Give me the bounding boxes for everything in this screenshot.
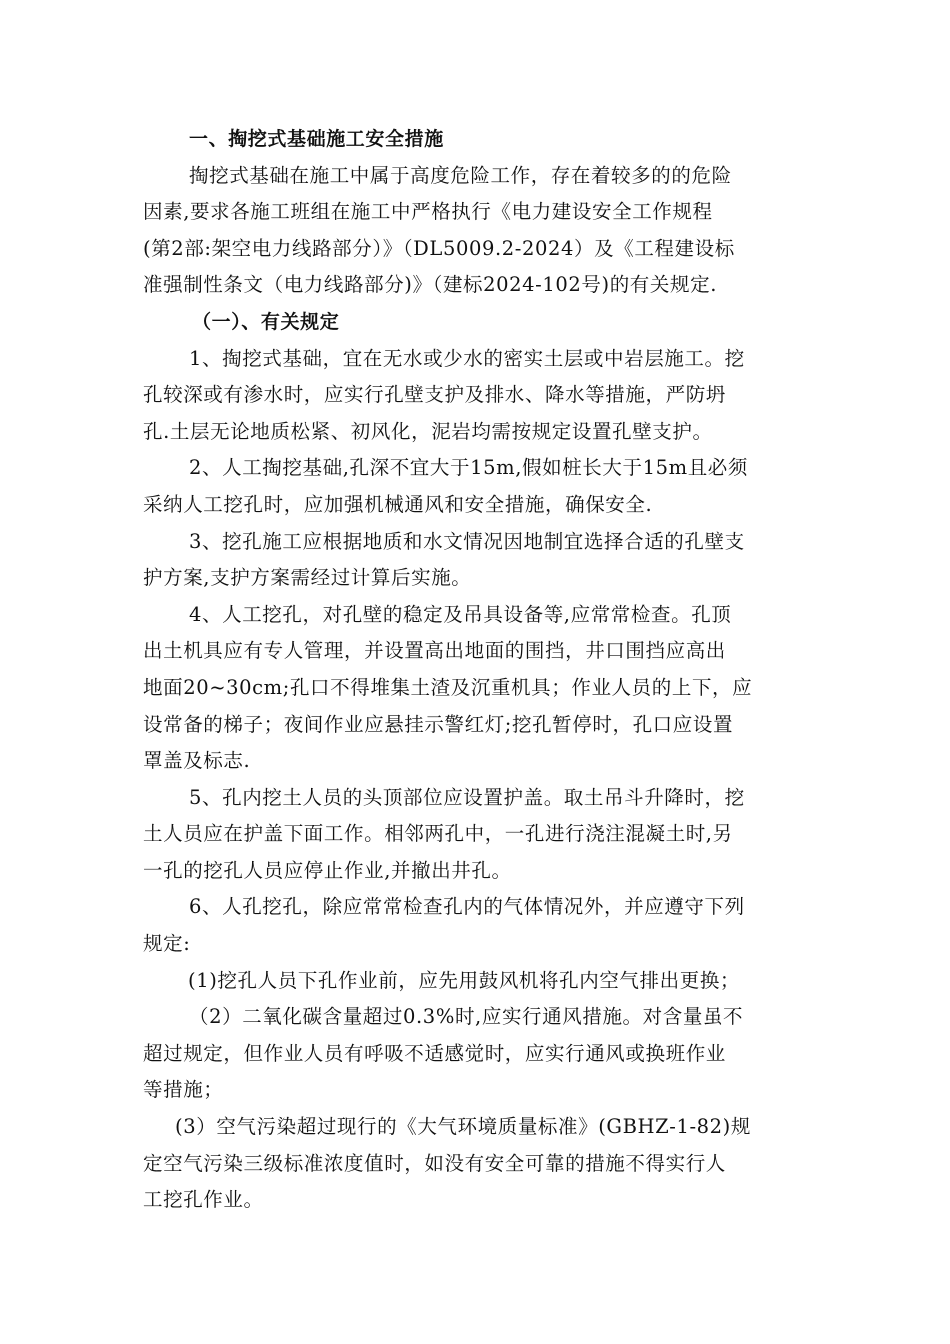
paragraph-line: (第2部:架空电力线路部分）》（DL5009.2-2024）及《工程建设标 (143, 236, 735, 260)
paragraph-line: 出土机具应有专人管理，并设置高出地面的围挡，井口围挡应高出 (143, 639, 726, 663)
paragraph-line: 土人员应在护盖下面工作。相邻两孔中，一孔进行浇注混凝土时,另 (143, 822, 733, 846)
section-title: 一、掏挖式基础施工安全措施 (189, 128, 444, 150)
paragraph-line: 4、人工挖孔，对孔壁的稳定及吊具设备等,应常常检查。孔顶 (189, 602, 732, 626)
rule-item-2 (143, 450, 811, 523)
paragraph-line: 设常备的梯子；夜间作业应悬挂示警红灯;挖孔暂停时，孔口应设置 (143, 712, 734, 736)
paragraph-line: 掏挖式基础在施工中属于高度危险工作，存在着较多的的危险 (189, 163, 732, 187)
paragraph-line: 超过规定，但作业人员有呼吸不适感觉时，应实行通风或换班作业 (143, 1041, 726, 1065)
paragraph-line: 采纳人工挖孔时，应加强机械通风和安全措施，确保安全. (143, 492, 653, 516)
paragraph-line: 孔.土层无论地质松紧、初风化，泥岩均需按规定设置孔壁支护。 (143, 419, 713, 443)
intro-paragraph (143, 158, 811, 304)
paragraph-line: 孔较深或有渗水时，应实行孔壁支护及排水、降水等措施，严防坍 (143, 383, 726, 407)
paragraph-line: 3、挖孔施工应根据地质和水文情况因地制宜选择合适的孔壁支 (189, 529, 745, 553)
paragraph-line: 规定: (143, 932, 191, 956)
paragraph-line: 工挖孔作业。 (143, 1188, 264, 1212)
paragraph-line: 1、掏挖式基础，宜在无水或少水的密实土层或中岩层施工。挖 (189, 346, 745, 370)
paragraph-line: 护方案,支护方案需经过计算后实施。 (143, 566, 472, 590)
paragraph-line: 准强制性条文（电力线路部分)》（建标2024-102号)的有关规定. (143, 273, 717, 297)
sub-rule-1 (143, 963, 811, 1000)
paragraph-line: 6、人孔挖孔，除应常常检查孔内的气体情况外，并应遵守下列 (189, 895, 745, 919)
document-body (143, 121, 811, 1219)
paragraph-line: 一孔的挖孔人员应停止作业,并撤出井孔。 (143, 858, 512, 882)
subsection-heading: （一）、有关规定 (192, 310, 340, 333)
paragraph-line: 因素,要求各施工班组在施工中严格执行《电力建设安全工作规程 (143, 200, 713, 224)
paragraph-line: 罩盖及标志. (143, 749, 251, 773)
paragraph-line: 5、孔内挖土人员的头顶部位应设置护盖。取土吊斗升降时，挖 (189, 785, 745, 809)
paragraph-line: （2）二氧化碳含量超过0.3%时,应实行通风措施。对含量虽不 (189, 1005, 744, 1029)
rule-item-6 (143, 889, 811, 962)
paragraph-line: 2、人工掏挖基础,孔深不宜大于15m,假如桩长大于15m且必须 (189, 456, 749, 480)
paragraph-line: 地面20~30cm;孔口不得堆集土渣及沉重机具；作业人员的上下，应 (143, 675, 753, 699)
sub-rule-3 (143, 1109, 811, 1219)
rule-item-1 (143, 341, 811, 451)
rule-item-4 (143, 597, 811, 780)
paragraph-line: 等措施； (143, 1078, 224, 1102)
paragraph-line: 定空气污染三级标准浓度值时，如没有安全可靠的措施不得实行人 (143, 1151, 726, 1175)
rule-item-5 (143, 780, 811, 890)
paragraph-line: (1)挖孔人员下孔作业前，应先用鼓风机将孔内空气排出更换； (188, 968, 741, 992)
rule-item-3 (143, 524, 811, 597)
sub-rule-2 (143, 999, 811, 1109)
paragraph-line: (3）空气污染超过现行的《大气环境质量标准》(GBHZ-1-82)规 (175, 1115, 751, 1139)
